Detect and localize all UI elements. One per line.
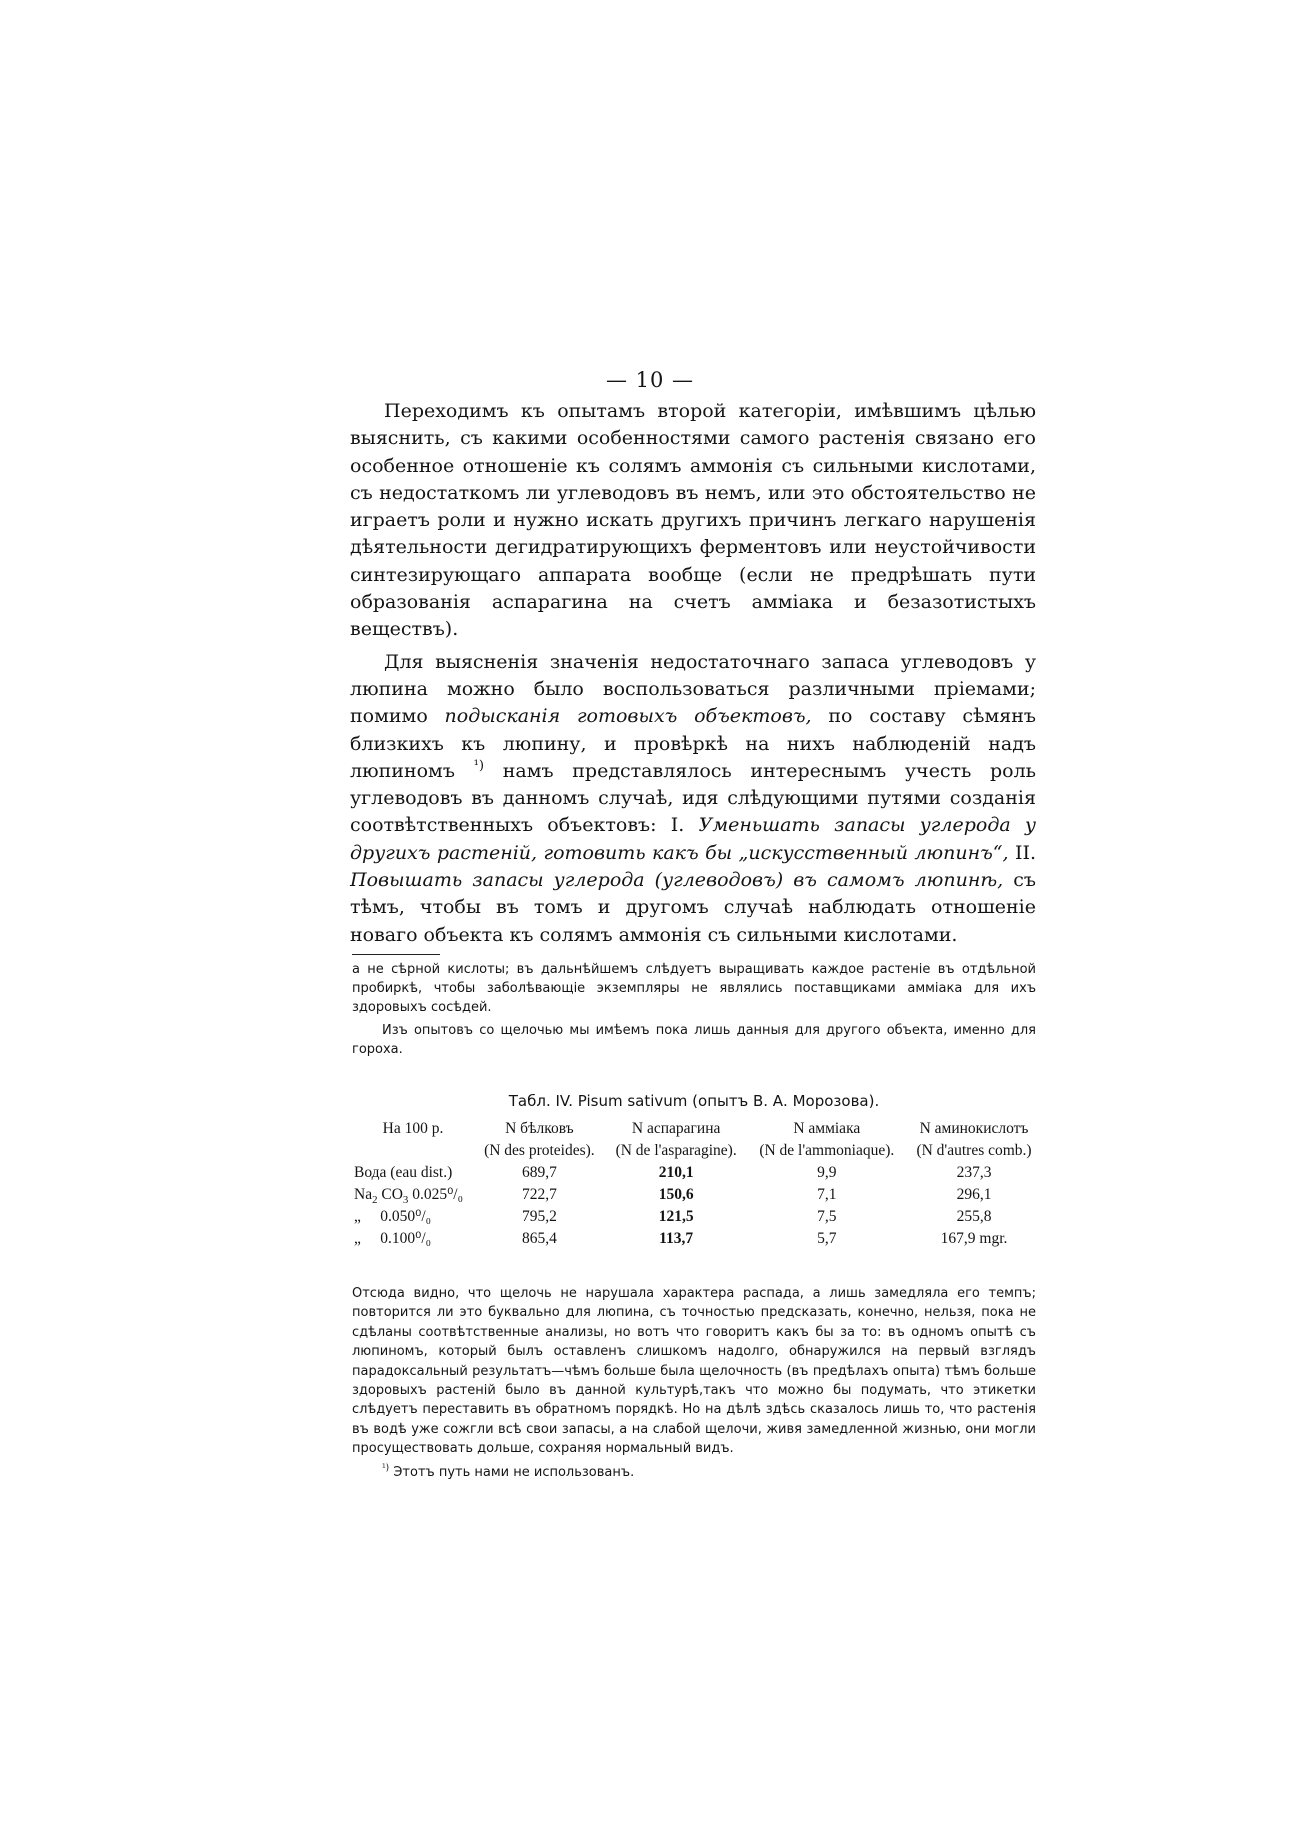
- note-continuation: а не сѣрной кислоты; въ дальнѣйшемъ слѣдуетъ выращивать каждое растеніе въ отдѣльной пробиркѣ, чтобы заболѣвающіе экземпляры не являлись поставщиками аммiака для ихъ здоровыхъ сосѣдей.: [352, 962, 1036, 1015]
- cell-asparagine: 113,7: [659, 1230, 694, 1247]
- paragraph-2-emphasis-1: подысканія готовыхъ объектовъ,: [444, 705, 812, 728]
- cell-amino: 296,1: [956, 1186, 992, 1203]
- main-text: [350, 398, 1036, 949]
- cell-proteides: 722,7: [521, 1186, 557, 1203]
- row-label-part: Na: [354, 1186, 373, 1203]
- table-row: [352, 1206, 1042, 1228]
- paragraph-2-text-1: Для выясненія значенія недостаточнаго запаса углеводовъ у люпина можно было воспользоваться различными пріемами; помимо: [350, 650, 1036, 728]
- table-row: [352, 1162, 1042, 1184]
- cell-ammonia: 7,1: [817, 1186, 837, 1203]
- cell-proteides: 689,7: [521, 1164, 557, 1181]
- cell-amino: 255,8: [956, 1208, 992, 1225]
- paragraph-2-text-3: намъ представлялось интереснымъ учесть роль углеводовъ въ данномъ случаѣ, идя слѣдующими путями созданія соотвѣтственныхъ объектовъ: I.: [350, 759, 1036, 837]
- row-label-subscript: 2: [372, 1194, 378, 1207]
- cell-proteides: 795,2: [521, 1208, 557, 1225]
- cell-amino: 237,3: [956, 1164, 992, 1181]
- paragraph-2: [350, 649, 1036, 949]
- row-label: „ 0.100⁰/₀: [354, 1230, 432, 1247]
- row-label: Вода (eau dist.): [354, 1164, 453, 1181]
- footnote-block: [352, 960, 1036, 1059]
- column-header: [474, 1118, 605, 1162]
- cell-asparagine: 150,6: [658, 1186, 694, 1203]
- footnote-mark: ¹): [382, 1463, 390, 1474]
- cell-asparagine: 210,1: [658, 1164, 694, 1181]
- column-header: [605, 1118, 748, 1162]
- footnote-reference: ¹): [473, 758, 485, 774]
- paragraph-1: Переходимъ къ опытамъ второй категоріи, имѣвшимъ цѣлью выяснить, съ какими особенностями самого растенія связано его особенное отношеніе къ солямъ аммонія съ сильными кислотами, съ недостаткомъ ли углеводовъ въ немъ, или это обстоятельство не играетъ роли и нужно искать другихъ причинъ легкаго нарушенія дѣятельности дегидратирующихъ ферментовъ или неустойчивости синтезирующаго аппарата вообще (если не предрѣшать пути образованія аспарагина на счетъ аммiака и безазотистыхъ веществъ).: [350, 400, 1036, 641]
- cell-amino: [906, 1228, 1042, 1250]
- footnote: [352, 1463, 1036, 1482]
- page-number: — 10 —: [605, 368, 695, 392]
- footnote-divider: [352, 954, 440, 955]
- column-header-fr: (N de l'ammoniaque).: [759, 1142, 895, 1159]
- column-header-ru: N аминокислотъ: [919, 1120, 1029, 1137]
- column-header-ru: N аспарагина: [631, 1120, 721, 1137]
- column-header-fr: (N de l'asparagine).: [615, 1142, 737, 1159]
- note-alkali: Изъ опытовъ со щелочью мы имѣемъ пока лишь данныя для другого объекта, именно для гороха.: [352, 1023, 1036, 1057]
- table-row: [352, 1184, 1042, 1206]
- row-label-part: 0.025⁰/₀: [408, 1186, 464, 1203]
- footnote-text: Этотъ путь нами не использованъ.: [389, 1464, 635, 1480]
- discussion-block: [352, 1284, 1036, 1482]
- paragraph-2-emphasis-2: Уменьшать запасы углерода у другихъ растеній, готовить какъ бы „искусственный люпинъ“,: [350, 814, 1036, 864]
- row-label: [352, 1184, 474, 1206]
- table-row: [352, 1228, 1042, 1250]
- paragraph-2-text-4: II.: [1008, 841, 1036, 864]
- row-header: На 100 р.: [382, 1120, 444, 1137]
- cell-proteides: 865,4: [521, 1230, 557, 1247]
- paragraph-2-text-5: съ тѣмъ, чтобы въ томъ и другомъ случаѣ наблюдать отношеніе новаго объекта къ солямъ аммонія съ сильными кислотами.: [350, 869, 1036, 946]
- table-caption: Табл. IV. Pisum sativum (опытъ В. А. Морозова).: [508, 1092, 880, 1110]
- table-header-row: [352, 1118, 1042, 1162]
- data-table: [352, 1118, 1042, 1250]
- unit-label: mgr.: [975, 1230, 1008, 1247]
- row-label-part: CO: [377, 1186, 403, 1203]
- cell-amino-value: 167,9: [940, 1230, 976, 1247]
- cell-ammonia: 9,9: [817, 1164, 837, 1181]
- column-header-ru: N бѣлковъ: [505, 1120, 574, 1137]
- column-header-fr: (N d'autres comb.): [916, 1142, 1032, 1159]
- row-label: „ 0.050⁰/₀: [354, 1208, 432, 1225]
- column-header-fr: (N des proteides).: [484, 1142, 595, 1159]
- column-header-ru: N аммiака: [793, 1120, 861, 1137]
- paragraph-2-emphasis-3: Повышать запасы углерода (углеводовъ) въ самомъ люпинѣ,: [350, 869, 1004, 892]
- row-label-subscript: 3: [402, 1194, 409, 1207]
- column-header: [906, 1118, 1042, 1162]
- cell-ammonia: 5,7: [817, 1230, 837, 1247]
- column-header: [748, 1118, 907, 1162]
- paragraph-2-text-2: по составу сѣмянъ близкихъ къ люпину, и провѣркѣ на нихъ наблюденій надъ люпиномъ: [350, 705, 1036, 782]
- discussion-paragraph: Отсюда видно, что щелочь не нарушала характера распада, а лишь замедляла его темпъ; повторится ли это буквально для люпина, съ точностью предсказать, конечно, нельзя, пока не сдѣланы соотвѣтственные анализы, но вотъ что говоритъ какъ бы за то: въ одномъ опытѣ съ люпиномъ, который былъ оставленъ слишкомъ надолго, обнаружился на первый взглядъ парадоксальный результатъ—чѣмъ больше была щелочность (въ предѣлахъ опыта) тѣмъ больше здоровыхъ растеній было въ данной культурѣ,такъ что можно бы подумать, что этикетки слѣдуетъ переставить въ обратномъ порядкѣ. Но на дѣлѣ здѣсь сказалось лишь то, что растенія въ водѣ уже сожгли всѣ свои запасы, а на слабой щелочи, живя замедленной жизнью, они могли просуществовать дольше, сохраняя нормальный видъ.: [352, 1286, 1036, 1457]
- cell-ammonia: 7,5: [817, 1208, 837, 1225]
- cell-asparagine: 121,5: [658, 1208, 694, 1225]
